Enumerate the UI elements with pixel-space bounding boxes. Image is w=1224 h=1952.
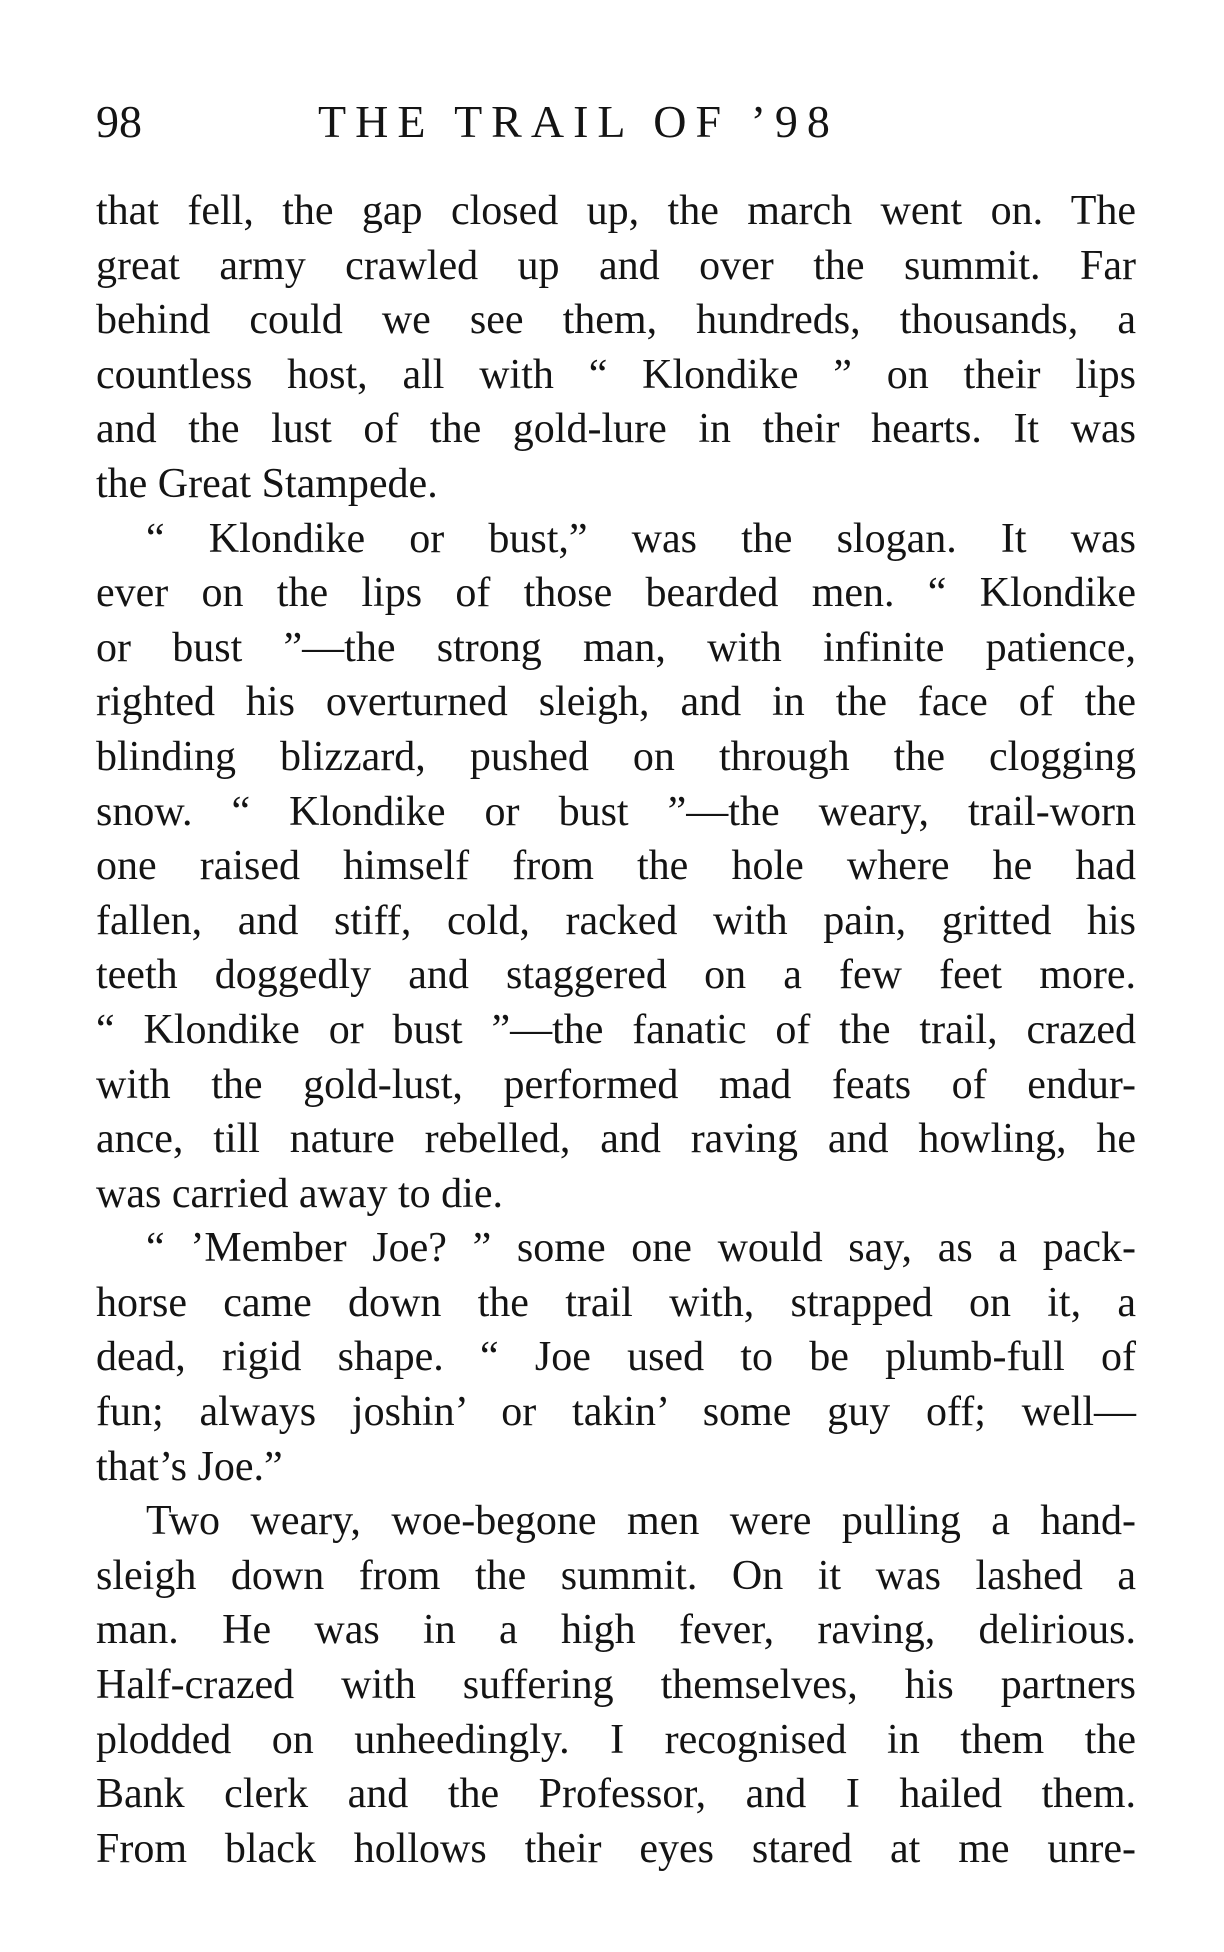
- text-line: snow. “ Klondike or bust ”—the weary, trail-worn: [96, 788, 1136, 835]
- text-line: plodded on unheedingly. I recognised in them the: [96, 1716, 1136, 1763]
- text-line: sleigh down from the summit. On it was lashed a: [96, 1552, 1136, 1599]
- text-line: dead, rigid shape. “ Joe used to be plumb-full of: [96, 1334, 1136, 1381]
- text-line: “ Klondike or bust ”—the fanatic of the trail, crazed: [96, 1006, 1136, 1053]
- text-line: that’s Joe.”: [96, 1443, 283, 1490]
- text-line: “ Klondike or bust,” was the slogan. It was: [146, 515, 1136, 562]
- text-line: horse came down the trail with, strapped on it, a: [96, 1279, 1136, 1326]
- text-line: fun; always joshin’ or takin’ some guy off; well—: [96, 1389, 1136, 1436]
- text-line: great army crawled up and over the summit. Far: [96, 242, 1136, 289]
- text-line: teeth doggedly and staggered on a few feet more.: [96, 952, 1136, 999]
- text-line: “ ’Member Joe? ” some one would say, as a pack-: [146, 1225, 1136, 1272]
- text-line: ance, till nature rebelled, and raving and howling, he: [96, 1116, 1136, 1163]
- text-line: or bust ”—the strong man, with infinite patience,: [96, 624, 1136, 671]
- text-line: fallen, and stiff, cold, racked with pain, gritted his: [96, 897, 1136, 944]
- text-line: behind could we see them, hundreds, thousands, a: [96, 297, 1136, 344]
- body-text: [96, 184, 1136, 1876]
- text-line: one raised himself from the hole where he had: [96, 843, 1136, 890]
- page-number: 98: [96, 96, 142, 147]
- text-line: Half-crazed with suffering themselves, his partners: [96, 1662, 1136, 1709]
- text-line: with the gold-lust, performed mad feats of endur-: [96, 1061, 1136, 1108]
- text-line: and the lust of the gold-lure in their hearts. It was: [96, 406, 1136, 453]
- running-head: [96, 92, 1136, 152]
- text-line: From black hollows their eyes stared at me unre-: [96, 1825, 1136, 1872]
- text-line: the Great Stampede.: [96, 460, 438, 507]
- text-line: Bank clerk and the Professor, and I hailed them.: [96, 1771, 1136, 1818]
- text-line: Two weary, woe-begone men were pulling a hand-: [146, 1498, 1136, 1545]
- text-line: that fell, the gap closed up, the march went on. The: [96, 188, 1136, 234]
- text-line: ever on the lips of those bearded men. “ Klondike: [96, 570, 1136, 617]
- text-line: blinding blizzard, pushed on through the clogging: [96, 733, 1136, 780]
- text-line: was carried away to die.: [96, 1170, 503, 1217]
- running-title: THE TRAIL OF ’98: [318, 96, 839, 147]
- text-line: man. He was in a high fever, raving, delirious.: [96, 1607, 1136, 1654]
- text-line: righted his overturned sleigh, and in the face of the: [96, 679, 1136, 726]
- text-line: countless host, all with “ Klondike ” on their lips: [96, 351, 1136, 398]
